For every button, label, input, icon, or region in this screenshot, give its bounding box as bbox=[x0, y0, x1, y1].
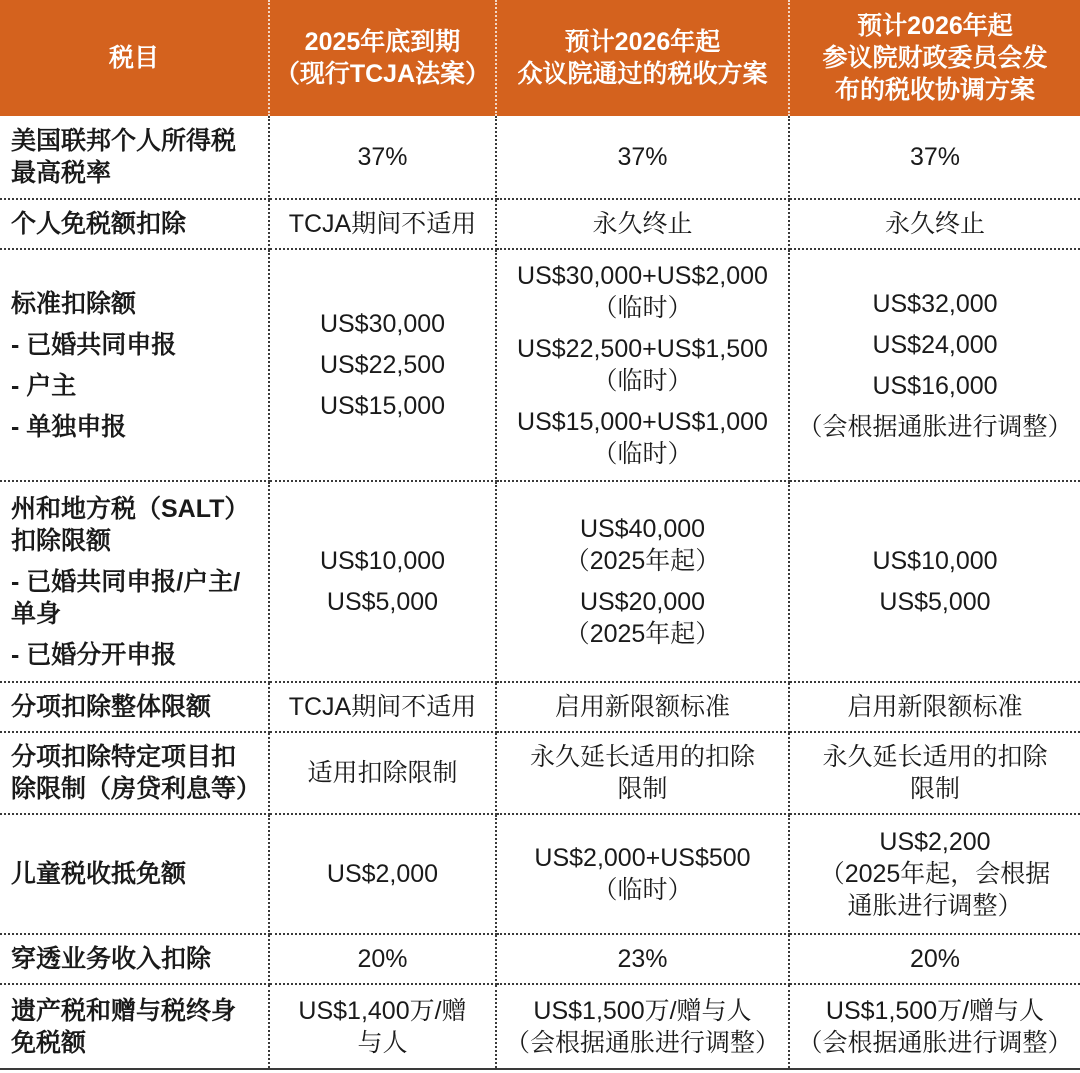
cell-paragraph bbox=[797, 411, 1072, 443]
cell-line: 37% bbox=[617, 143, 668, 171]
cell-paragraph bbox=[885, 208, 985, 240]
cell-line: US$22,500+US$1,500 bbox=[517, 335, 768, 363]
cell-paragraph bbox=[327, 586, 438, 618]
standard-deduction-current-tcja-cell bbox=[270, 250, 497, 482]
cell-line: 美国联邦个人所得税 bbox=[11, 127, 237, 155]
cell-paragraph bbox=[298, 995, 466, 1059]
estate-gift-tax-house-plan-cell bbox=[497, 985, 790, 1068]
cell-line: US$40,000 bbox=[579, 515, 706, 543]
cell-line: 遗产税和赠与税终身 bbox=[11, 996, 237, 1025]
cell-line: US$2,000+US$500 bbox=[534, 844, 751, 872]
cell-line: US$1,500万/赠与人 bbox=[533, 996, 752, 1025]
itemized-overall-limit-item-cell bbox=[0, 683, 270, 733]
personal-exemption-house-plan-cell bbox=[497, 200, 790, 250]
cell-line: 穿透业务收入扣除 bbox=[11, 945, 212, 973]
cell-line: US$22,500 bbox=[319, 351, 446, 379]
cell-paragraph bbox=[11, 125, 236, 189]
cell-line: 20% bbox=[909, 945, 961, 973]
cell-paragraph bbox=[565, 513, 721, 577]
cell-line: US$24,000 bbox=[872, 330, 998, 359]
cell-paragraph bbox=[11, 943, 211, 975]
standard-deduction-senate-plan-cell bbox=[790, 250, 1080, 482]
standard-deduction-house-plan-cell bbox=[497, 250, 790, 482]
cell-line: 扣除限额 bbox=[11, 526, 112, 555]
cell-paragraph bbox=[109, 42, 159, 74]
pass-through-deduction-item-cell bbox=[0, 935, 270, 985]
cell-line: 限制 bbox=[617, 775, 668, 803]
salt-deduction-cap-house-plan-cell bbox=[497, 482, 790, 683]
cell-line: 20% bbox=[357, 945, 408, 973]
itemized-specific-limits-senate-plan-cell bbox=[790, 733, 1080, 815]
cell-line: - 户主 bbox=[11, 371, 77, 400]
cell-paragraph bbox=[530, 741, 755, 805]
top-income-tax-rate-item-cell bbox=[0, 116, 270, 200]
cell-line: （会根据通胀进行调整） bbox=[797, 1028, 1073, 1057]
cell-paragraph bbox=[320, 349, 445, 381]
cell-line: 永久延长适用的扣除 bbox=[822, 743, 1048, 771]
cell-paragraph bbox=[847, 691, 1022, 723]
cell-paragraph bbox=[534, 842, 750, 906]
cell-line: US$5,000 bbox=[326, 588, 439, 616]
cell-line: - 已婚分开申报 bbox=[11, 640, 177, 669]
cell-paragraph bbox=[822, 741, 1047, 805]
cell-paragraph bbox=[872, 370, 997, 402]
cell-paragraph bbox=[565, 586, 721, 650]
header-house-plan-cell bbox=[497, 0, 790, 116]
pass-through-deduction-senate-plan-cell bbox=[790, 935, 1080, 985]
cell-line: 适用扣除限制 bbox=[307, 759, 458, 787]
cell-line: （2025年起） bbox=[564, 547, 721, 575]
pass-through-deduction-current-tcja-cell bbox=[270, 935, 497, 985]
cell-line: - 已婚共同申报/户主/ bbox=[11, 567, 241, 596]
salt-deduction-cap-item-cell bbox=[0, 482, 270, 683]
cell-line: US$1,500万/赠与人 bbox=[825, 996, 1045, 1025]
child-tax-credit-house-plan-cell bbox=[497, 815, 790, 935]
cell-line: 免税额 bbox=[11, 1028, 87, 1057]
cell-line: 分项扣除整体限额 bbox=[11, 693, 212, 721]
cell-paragraph bbox=[505, 995, 780, 1059]
cell-paragraph bbox=[289, 691, 477, 723]
header-current-tcja-cell bbox=[270, 0, 497, 116]
cell-line: 州和地方税（SALT） bbox=[11, 494, 250, 523]
cell-line: 儿童税收抵免额 bbox=[11, 860, 187, 888]
cell-line: （2025年起） bbox=[564, 620, 721, 648]
cell-line: （临时） bbox=[592, 440, 693, 468]
cell-line: 通胀进行调整） bbox=[847, 892, 1023, 920]
cell-paragraph bbox=[879, 586, 990, 618]
cell-paragraph bbox=[11, 493, 249, 557]
cell-paragraph bbox=[517, 26, 767, 90]
cell-paragraph bbox=[617, 141, 667, 173]
cell-line: TCJA期间不适用 bbox=[288, 693, 477, 721]
cell-line: 启用新限额标准 bbox=[847, 693, 1023, 721]
header-line: （现行TCJA法案） bbox=[274, 60, 491, 88]
cell-line: 分项扣除特定项目扣 bbox=[11, 743, 237, 771]
cell-paragraph bbox=[11, 995, 236, 1059]
cell-line: 永久终止 bbox=[884, 210, 985, 238]
cell-line: 启用新限额标准 bbox=[554, 693, 730, 721]
cell-paragraph bbox=[307, 757, 457, 789]
header-line: 税目 bbox=[108, 44, 159, 72]
cell-line: 单身 bbox=[11, 599, 62, 628]
cell-paragraph bbox=[11, 329, 176, 361]
cell-line: 个人免税额扣除 bbox=[11, 210, 187, 238]
cell-paragraph bbox=[592, 208, 692, 240]
cell-paragraph bbox=[11, 858, 186, 890]
cell-paragraph bbox=[820, 826, 1051, 922]
cell-paragraph bbox=[617, 943, 667, 975]
cell-line: US$32,000 bbox=[872, 289, 998, 318]
cell-line: 除限制（房贷利息等） bbox=[11, 775, 262, 803]
child-tax-credit-senate-plan-cell bbox=[790, 815, 1080, 935]
cell-line: - 已婚共同申报 bbox=[11, 330, 177, 359]
cell-paragraph bbox=[327, 858, 438, 890]
estate-gift-tax-senate-plan-cell bbox=[790, 985, 1080, 1068]
salt-deduction-cap-senate-plan-cell bbox=[790, 482, 1080, 683]
cell-line: （会根据通胀进行调整） bbox=[504, 1028, 780, 1057]
cell-line: US$5,000 bbox=[879, 588, 991, 616]
cell-paragraph bbox=[822, 10, 1047, 106]
cell-line: US$10,000 bbox=[872, 547, 998, 575]
salt-deduction-cap-current-tcja-cell bbox=[270, 482, 497, 683]
cell-line: US$10,000 bbox=[319, 547, 446, 575]
child-tax-credit-item-cell bbox=[0, 815, 270, 935]
cell-line: 限制 bbox=[909, 775, 960, 803]
cell-line: （临时） bbox=[592, 876, 693, 904]
estate-gift-tax-item-cell bbox=[0, 985, 270, 1068]
cell-line: US$30,000 bbox=[319, 310, 446, 338]
cell-line: US$15,000 bbox=[319, 392, 446, 420]
top-income-tax-rate-house-plan-cell bbox=[497, 116, 790, 200]
cell-line: （2025年起，会根据 bbox=[819, 860, 1051, 888]
cell-line: （会根据通胀进行调整） bbox=[797, 412, 1073, 441]
cell-line: 37% bbox=[357, 143, 408, 171]
cell-line: 与人 bbox=[357, 1028, 408, 1057]
cell-paragraph bbox=[11, 370, 76, 402]
itemized-specific-limits-item-cell bbox=[0, 733, 270, 815]
cell-paragraph bbox=[872, 545, 997, 577]
itemized-overall-limit-house-plan-cell bbox=[497, 683, 790, 733]
cell-line: 永久延长适用的扣除 bbox=[529, 743, 755, 771]
cell-paragraph bbox=[357, 943, 407, 975]
cell-line: US$2,200 bbox=[879, 828, 991, 856]
header-line: 2025年底到期 bbox=[304, 28, 461, 56]
cell-paragraph bbox=[910, 141, 960, 173]
cell-line: 37% bbox=[909, 143, 961, 171]
cell-line: US$1,400万/赠 bbox=[298, 996, 467, 1025]
top-income-tax-rate-current-tcja-cell bbox=[270, 116, 497, 200]
cell-paragraph bbox=[555, 691, 730, 723]
cell-line: - 单独申报 bbox=[11, 412, 127, 441]
itemized-overall-limit-senate-plan-cell bbox=[790, 683, 1080, 733]
personal-exemption-senate-plan-cell bbox=[790, 200, 1080, 250]
cell-line: （临时） bbox=[592, 294, 693, 322]
cell-line: US$2,000 bbox=[326, 860, 439, 888]
cell-paragraph bbox=[11, 566, 240, 630]
cell-paragraph bbox=[11, 691, 211, 723]
cell-line: （临时） bbox=[592, 367, 693, 395]
cell-paragraph bbox=[517, 260, 768, 324]
header-line: 预计2026年起 bbox=[564, 28, 721, 56]
personal-exemption-item-cell bbox=[0, 200, 270, 250]
itemized-specific-limits-house-plan-cell bbox=[497, 733, 790, 815]
cell-paragraph bbox=[11, 208, 186, 240]
cell-line: TCJA期间不适用 bbox=[288, 210, 477, 238]
cell-paragraph bbox=[872, 288, 997, 320]
cell-paragraph bbox=[910, 943, 960, 975]
cell-paragraph bbox=[275, 26, 490, 90]
header-line: 众议院通过的税收方案 bbox=[517, 60, 768, 88]
cell-line: 永久终止 bbox=[592, 210, 693, 238]
cell-line: US$20,000 bbox=[579, 588, 706, 616]
cell-line: US$30,000+US$2,000 bbox=[517, 262, 768, 290]
cell-paragraph bbox=[872, 329, 997, 361]
header-line: 布的税收协调方案 bbox=[834, 76, 1035, 104]
cell-line: 标准扣除额 bbox=[11, 289, 137, 318]
top-income-tax-rate-senate-plan-cell bbox=[790, 116, 1080, 200]
cell-line: US$16,000 bbox=[872, 371, 998, 400]
cell-line: 23% bbox=[617, 945, 668, 973]
estate-gift-tax-current-tcja-cell bbox=[270, 985, 497, 1068]
cell-paragraph bbox=[517, 406, 768, 470]
cell-paragraph bbox=[320, 545, 445, 577]
cell-line: 最高税率 bbox=[11, 159, 112, 187]
header-line: 参议院财政委员会发 bbox=[822, 44, 1048, 72]
header-senate-plan-cell bbox=[790, 0, 1080, 116]
itemized-specific-limits-current-tcja-cell bbox=[270, 733, 497, 815]
standard-deduction-item-cell bbox=[0, 250, 270, 482]
header-line: 预计2026年起 bbox=[857, 12, 1013, 40]
cell-paragraph bbox=[11, 411, 126, 443]
cell-line: US$15,000+US$1,000 bbox=[517, 408, 768, 436]
cell-paragraph bbox=[11, 741, 261, 805]
cell-paragraph bbox=[289, 208, 477, 240]
pass-through-deduction-house-plan-cell bbox=[497, 935, 790, 985]
cell-paragraph bbox=[11, 288, 136, 320]
cell-paragraph bbox=[517, 333, 768, 397]
cell-paragraph bbox=[320, 308, 445, 340]
itemized-overall-limit-current-tcja-cell bbox=[270, 683, 497, 733]
cell-paragraph bbox=[320, 390, 445, 422]
cell-paragraph bbox=[11, 639, 176, 671]
personal-exemption-current-tcja-cell bbox=[270, 200, 497, 250]
child-tax-credit-current-tcja-cell bbox=[270, 815, 497, 935]
cell-paragraph bbox=[357, 141, 407, 173]
header-item-cell bbox=[0, 0, 270, 116]
cell-paragraph bbox=[797, 995, 1072, 1059]
